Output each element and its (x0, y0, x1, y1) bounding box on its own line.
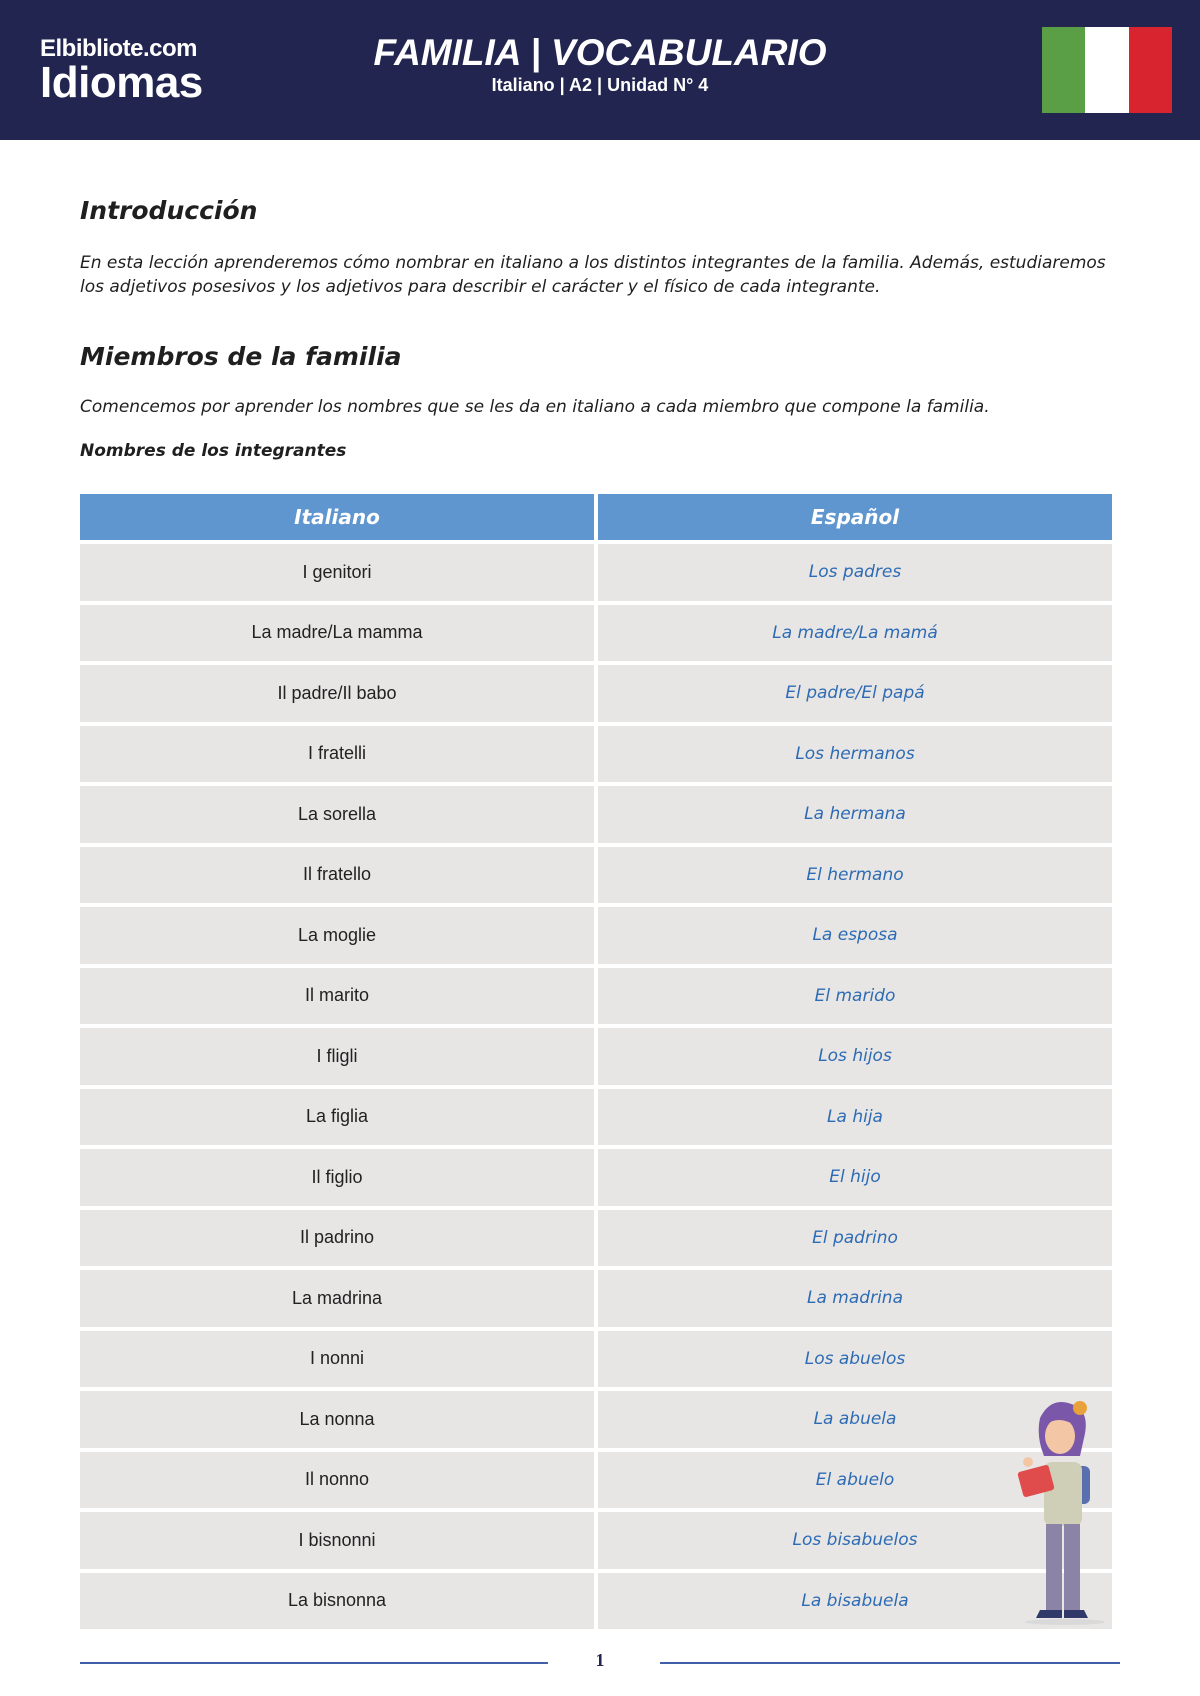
table-row (80, 1512, 1112, 1569)
footer-line-left (80, 1662, 548, 1664)
italian-term-cell: La bisnonna (80, 1573, 594, 1630)
spanish-translation-cell: La esposa (598, 907, 1112, 964)
italian-term-cell: Il marito (80, 968, 594, 1025)
table-row (80, 1573, 1112, 1630)
intro-heading: Introducción (80, 196, 258, 225)
spanish-translation-cell: Los bisabuelos (598, 1512, 1112, 1569)
table-row (80, 1210, 1112, 1267)
table-row (80, 726, 1112, 783)
italian-term-cell: La moglie (80, 907, 594, 964)
members-heading: Miembros de la familia (80, 342, 402, 371)
italian-term-cell: La nonna (80, 1391, 594, 1448)
table-body (80, 544, 1112, 1629)
intro-section (80, 196, 1120, 299)
italian-term-cell: Il nonno (80, 1452, 594, 1509)
table-row (80, 665, 1112, 722)
student-reading-illustration (1010, 1396, 1120, 1626)
italian-term-cell: La figlia (80, 1089, 594, 1146)
spanish-translation-cell: Los abuelos (598, 1331, 1112, 1388)
italian-term-cell: I genitori (80, 544, 594, 601)
members-text: Comencemos por aprender los nombres que se les da en italiano a cada miembro que compone la familia. (80, 397, 990, 417)
spanish-translation-cell: El hermano (598, 847, 1112, 904)
column-header-italiano: Italiano (80, 494, 594, 540)
spanish-translation-cell: El padrino (598, 1210, 1112, 1267)
italy-flag-icon (1042, 27, 1172, 113)
flag-stripe-white (1085, 27, 1128, 113)
italian-term-cell: I nonni (80, 1331, 594, 1388)
italian-term-cell: Il padre/Il babo (80, 665, 594, 722)
italian-term-cell: I fligli (80, 1028, 594, 1085)
table-row (80, 786, 1112, 843)
table-row (80, 1391, 1112, 1448)
italian-term-cell: La sorella (80, 786, 594, 843)
spanish-translation-cell: El marido (598, 968, 1112, 1025)
intro-text: En esta lección aprenderemos cómo nombrar en italiano a los distintos integrantes de la familia. Además, estudiaremos los adjetivos posesivos y los adjetivos para describir el carácter y el físico de cada integrante. (80, 253, 1106, 297)
spanish-translation-cell: La bisabuela (598, 1573, 1112, 1630)
members-subheading: Nombres de los integrantes (80, 441, 347, 461)
table-row (80, 1089, 1112, 1146)
column-header-espanol: Español (598, 494, 1112, 540)
spanish-translation-cell: Los hijos (598, 1028, 1112, 1085)
italian-term-cell: Il padrino (80, 1210, 594, 1267)
table-row (80, 605, 1112, 662)
italian-term-cell: Il figlio (80, 1149, 594, 1206)
table-row (80, 1452, 1112, 1509)
spanish-translation-cell: El hijo (598, 1149, 1112, 1206)
spanish-translation-cell: La abuela (598, 1391, 1112, 1448)
flag-stripe-red (1129, 27, 1172, 113)
site-logo (40, 35, 203, 107)
table-row (80, 1149, 1112, 1206)
vocabulary-table (76, 490, 1116, 1633)
table-row (80, 847, 1112, 904)
page-number: 1 (595, 1650, 605, 1670)
spanish-translation-cell: El abuelo (598, 1452, 1112, 1509)
table-row (80, 1331, 1112, 1388)
table-header-row (80, 494, 1112, 540)
logo-bottom-text: Idiomas (40, 58, 203, 107)
flag-stripe-green (1042, 27, 1085, 113)
document-subtitle: Italiano | A2 | Unidad N° 4 (491, 75, 709, 95)
logo-top-text: Elbibliote.com (40, 35, 198, 62)
header-title-block (300, 32, 900, 96)
spanish-translation-cell: La madre/La mamá (598, 605, 1112, 662)
italian-term-cell: I fratelli (80, 726, 594, 783)
spanish-translation-cell: El padre/El papá (598, 665, 1112, 722)
table-row (80, 907, 1112, 964)
spanish-translation-cell: La hermana (598, 786, 1112, 843)
spanish-translation-cell: La madrina (598, 1270, 1112, 1327)
members-section (80, 342, 1120, 461)
page-header (0, 0, 1200, 140)
table-row (80, 1270, 1112, 1327)
document-title: FAMILIA | VOCABULARIO (373, 32, 827, 73)
italian-term-cell: La madre/La mamma (80, 605, 594, 662)
italian-term-cell: Il fratello (80, 847, 594, 904)
spanish-translation-cell: Los hermanos (598, 726, 1112, 783)
footer-line-right (660, 1662, 1120, 1664)
spanish-translation-cell: La hija (598, 1089, 1112, 1146)
table-row (80, 968, 1112, 1025)
italian-term-cell: I bisnonni (80, 1512, 594, 1569)
italian-term-cell: La madrina (80, 1270, 594, 1327)
table-row (80, 544, 1112, 601)
table-row (80, 1028, 1112, 1085)
spanish-translation-cell: Los padres (598, 544, 1112, 601)
